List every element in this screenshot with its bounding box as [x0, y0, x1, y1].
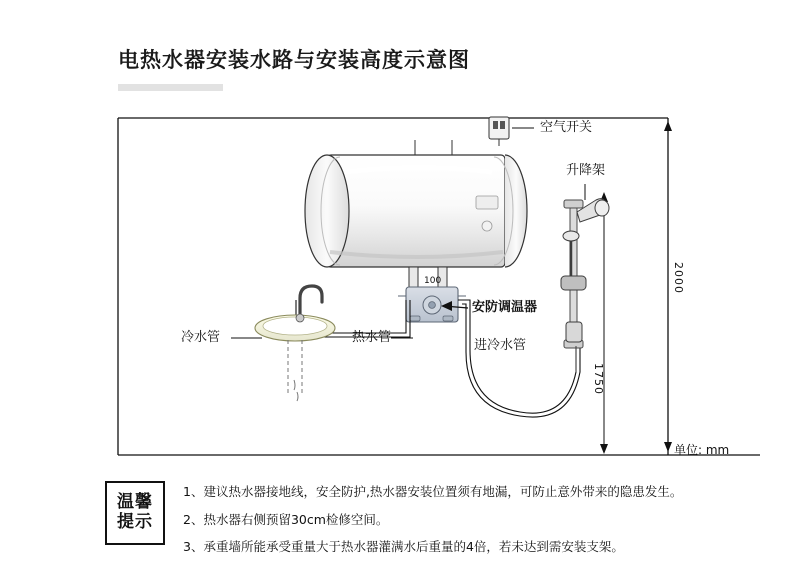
page-title: 电热水器安装水路与安装高度示意图 [118, 48, 470, 72]
dimension-2000: 2000 [672, 262, 686, 294]
label-cold-water-pipe: 冷水管 [181, 330, 221, 345]
tips-item-3: 3、承重墙所能承受重量大于热水器灌满水后重量的4倍，若未达到需安装支架。 [183, 539, 624, 554]
tips-list [183, 486, 713, 569]
tips-badge [105, 481, 165, 545]
tips-item-2: 2、热水器右侧预留30cm检修空间。 [183, 511, 389, 527]
tips-badge-line1: 温馨 [117, 492, 153, 513]
label-inlet-cold-water-pipe: 进冷水管 [474, 338, 527, 353]
dimension-1750: 1750 [592, 363, 606, 395]
valve-mark-100: 100 [424, 276, 442, 286]
label-lift-bracket: 升降架 [566, 163, 606, 178]
label-air-switch: 空气开关 [540, 120, 593, 135]
unit-note: 单位: mm [674, 443, 730, 457]
label-thermostat: 安防调温器 [472, 300, 538, 315]
tips-item-1: 1、建议热水器接地线，安全防护,热水器安装位置须有地漏，可防止意外带来的隐患发生。 [183, 484, 683, 499]
label-hot-water-pipe: 热水管 [352, 330, 392, 345]
tips-badge-line2: 提示 [117, 512, 153, 532]
